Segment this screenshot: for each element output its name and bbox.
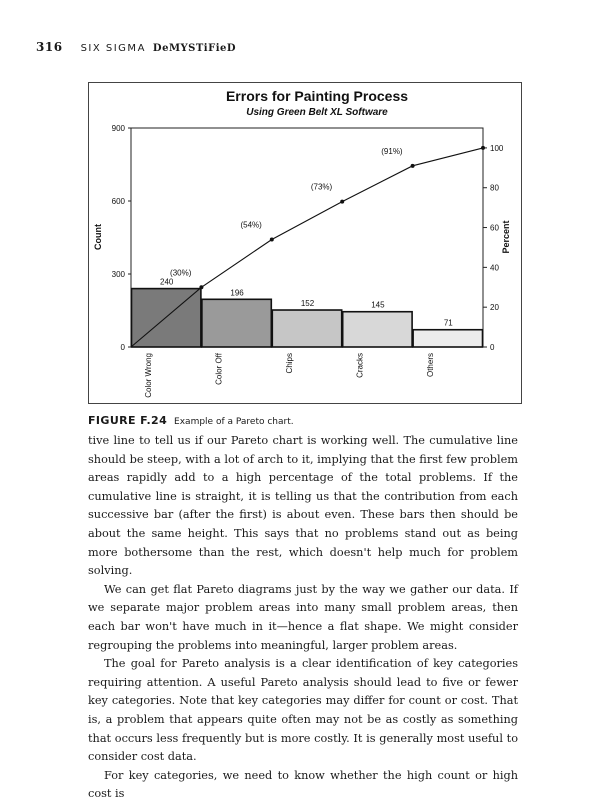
cumulative-point: [340, 200, 344, 204]
y2-tick-label: 80: [490, 183, 499, 193]
cumulative-point: [270, 237, 274, 241]
cumulative-point: [481, 146, 485, 150]
cumulative-label: (30%): [170, 268, 192, 278]
category-label: Color Wrong: [144, 353, 154, 398]
page-number: 316: [36, 40, 63, 54]
bar-value-label: 145: [371, 300, 385, 310]
bar: [413, 330, 482, 347]
y-tick-label: 300: [111, 270, 125, 279]
y2-tick-label: 0: [490, 343, 495, 352]
category-label: Cracks: [355, 353, 365, 378]
cumulative-point: [411, 164, 415, 168]
bar: [343, 312, 412, 347]
figure-caption-text: Example of a Pareto chart.: [174, 417, 294, 427]
bar: [272, 310, 341, 347]
y2-axis-title: Percent: [501, 220, 511, 254]
pareto-figure: [88, 82, 522, 404]
bar-value-label: 71: [443, 318, 453, 328]
y-tick-label: 900: [111, 124, 125, 133]
y-axis-title: Count: [93, 224, 103, 250]
bar-value-label: 196: [230, 288, 244, 298]
category-label: Others: [425, 353, 435, 378]
cumulative-label: (73%): [310, 182, 333, 192]
cumulative-label: (91%): [381, 146, 403, 156]
chart-subtitle: Using Green Belt XL Software: [246, 107, 388, 118]
chart-title: Errors for Painting Process: [225, 88, 409, 104]
paragraph: tive line to tell us if our Pareto chart is working well. The cumulative line should be steep, with a lot of arch to it, implying that the first few problem areas rapidly add to a high percentage of the total problems. If the cumulative line is straight, it is telling us that the contribution from each successive bar (after the first) is about even. These bars then should be about the same height. This says that no problems stand out as being more bothersome than the rest, which doesn't help much for problem solving.: [88, 434, 518, 578]
bar-value-label: 152: [300, 299, 315, 309]
figure-label: FIGURE F.24: [88, 414, 168, 427]
bar: [202, 299, 271, 347]
body-text: [88, 432, 518, 804]
paragraph: The goal for Pareto analysis is a clear identification of key categories requiring attention. A useful Pareto analysis should lead to five or fewer key categories. Note that key categories may differ for count or cost. That is, a problem that appears quite often may not be as costly as something that occurs less frequently but is more costly. It is generally most useful to consider cost data.: [88, 657, 518, 764]
y2-tick-label: 40: [490, 263, 499, 273]
book-title-demystified: DeMYSTiFieD: [152, 43, 237, 54]
y2-tick-label: 100: [490, 143, 504, 153]
running-head: [36, 40, 236, 54]
figure-caption: [88, 414, 294, 427]
cumulative-point: [199, 285, 203, 289]
cumulative-label: (54%): [240, 220, 262, 230]
y2-tick-label: 60: [490, 223, 499, 233]
y-tick-label: 600: [111, 197, 125, 206]
y2-tick-label: 20: [490, 303, 499, 313]
category-label: Chips: [285, 353, 294, 374]
paragraph: For key categories, we need to know whether the high count or high cost is: [88, 768, 518, 801]
book-title: SIX SIGMA: [80, 43, 146, 54]
y-tick-label: 0: [120, 343, 125, 352]
bar-value-label: 240: [160, 277, 174, 287]
category-label: Color Off: [214, 353, 224, 385]
pareto-chart: [89, 83, 521, 403]
paragraph: We can get flat Pareto diagrams just by the way we gather our data. If we separate major problem areas into many small problem areas, then each bar won't have much in it—hence a flat shape. We might consider regrouping the problems into meaningful, larger problem areas.: [88, 582, 518, 652]
